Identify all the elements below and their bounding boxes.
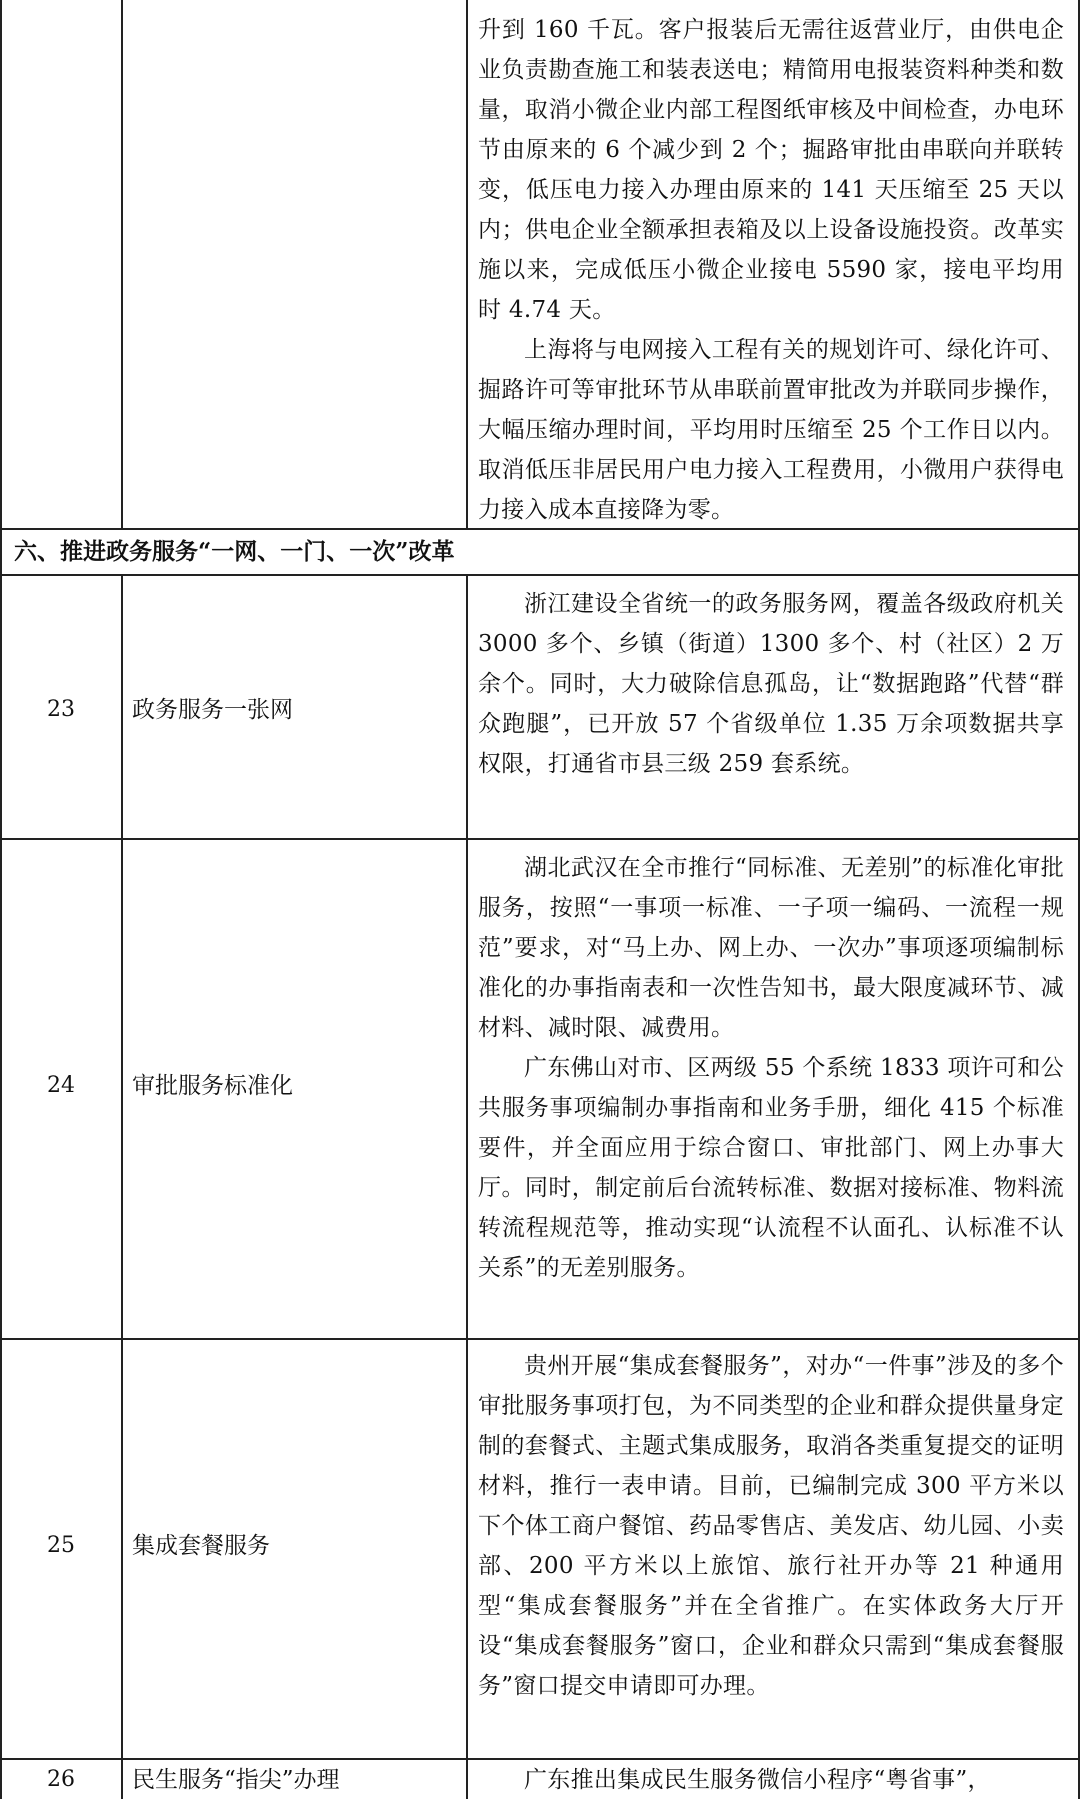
row-24-paragraph-1: 湖北武汉在全市推行“同标准、无差别”的标准化审批服务，按照“一事项一标准、一子项一编码、一流程一规范”要求，对“马上办、网上办、一次办”事项逐项编制标准化的办事指南表和一次性告知书，最大限度减环节、减材料、减时限、减费用。 [478,855,1064,1041]
continued-paragraph-2: 上海将与电网接入工程有关的规划许可、绿化许可、掘路许可等审批环节从串联前置审批改为并联同步操作，大幅压缩办理时间，平均用时压缩至 25 个工作日以内。取消低压非居民用户电力接入工程费用，小微用户获得电力接入成本直接降为零。 [478,337,1064,523]
row-26-paragraph-1: 广东推出集成民生服务微信小程序“粤省事”， [524,1767,991,1793]
rule-row-24-bottom [0,1338,1080,1340]
rule-row-23-bottom [0,838,1080,840]
rule-col-2-top [466,0,468,529]
row-26-description [478,1760,1064,1800]
row-23-name: 政务服务一张网 [132,697,293,723]
row-25-name: 集成套餐服务 [132,1533,270,1559]
row-24-description [478,848,1064,1288]
row-26-name: 民生服务“指尖”办理 [132,1767,340,1793]
row-24-name: 审批服务标准化 [132,1073,293,1099]
row-23-paragraph-1: 浙江建设全省统一的政务服务网，覆盖各级政府机关 3000 多个、乡镇（街道）1300 多个、村（社区）2 万余个。同时，大力破除信息孤岛，让“数据跑路”代替“群众跑腿”，已开放 57 个省级单位 1.35 万余项数据共享权限，打通省市县三级 259 套系统。 [478,591,1064,777]
row-24-number: 24 [47,1073,75,1098]
row-26-number: 26 [47,1767,75,1792]
row-25-paragraph-1: 贵州开展“集成套餐服务”，对办“一件事”涉及的多个审批服务事项打包，为不同类型的企业和群众提供量身定制的套餐式、主题式集成服务，取消各类重复提交的证明材料，推行一表申请。目前，已编制完成 300 平方米以下个体工商户餐馆、药品零售店、美发店、幼儿园、小卖部、200 平方米以上旅馆、旅行社开办等 21 种通用型“集成套餐服务”并在全省推广。在实体政务大厅开设“集成套餐服务”窗口，企业和群众只需到“集成套餐服务”窗口提交申请即可办理。 [478,1353,1064,1699]
row-25-number: 25 [47,1533,75,1558]
rule-col-2 [466,574,468,1799]
rule-col-1 [121,574,123,1799]
row-23-number: 23 [47,697,75,722]
rule-col-1-top [121,0,123,529]
rule-section-bottom [0,574,1080,576]
section-title: 六、推进政务服务“一网、一门、一次”改革 [14,538,455,565]
row-24-paragraph-2: 广东佛山对市、区两级 55 个系统 1833 项许可和公共服务事项编制办事指南和业务手册，细化 415 个标准要件，并全面应用于综合窗口、审批部门、网上办事大厅。同时，制定前后台流转标准、数据对接标准、物料流转流程规范等，推动实现“认流程不认面孔、认标准不认关系”的无差别服务。 [478,1055,1064,1281]
continued-paragraph-1: 升到 160 千瓦。客户报装后无需往返营业厅，由供电企业负责勘查施工和装表送电；精简用电报装资料种类和数量，取消小微企业内部工程图纸审核及中间检查，办电环节由原来的 6 个减少到 2 个；掘路审批由串联向并联转变，低压电力接入办理由原来的 141 天压缩至 25 天以内；供电企业全额承担表箱及以上设备设施投资。改革实施以来，完成低压小微企业接电 5590 家，接电平均用时 4.74 天。 [478,17,1064,323]
row-25-description [478,1346,1064,1706]
row-23-description [478,584,1064,784]
continued-description [478,10,1064,530]
